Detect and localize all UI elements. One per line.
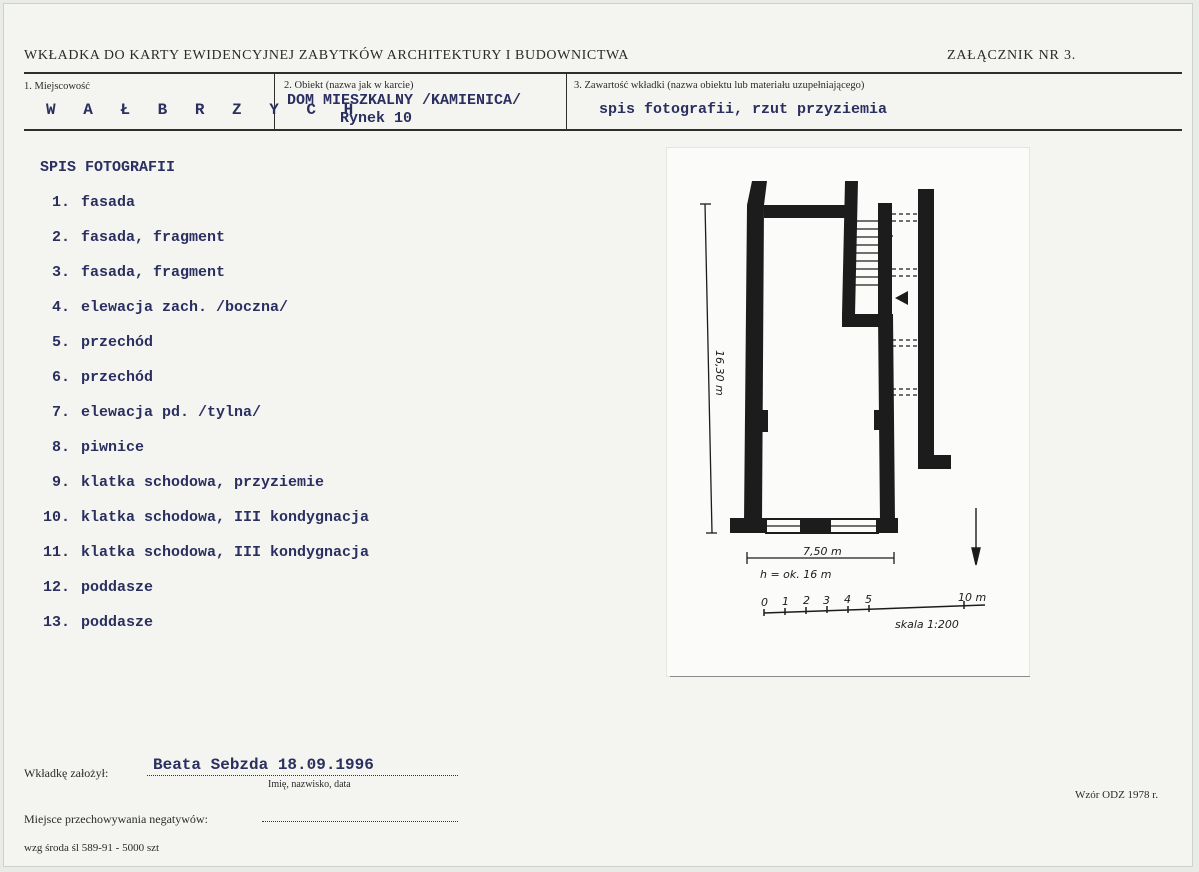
photo-item-number: 8.: [51, 439, 70, 456]
object-value-line2: Rynek 10: [340, 110, 413, 127]
photo-item-number: 7.: [51, 404, 70, 421]
photo-item-number: 1.: [51, 194, 70, 211]
scale-tick-label: 4: [844, 593, 851, 606]
north-arrow-icon: [972, 508, 980, 565]
locality-label: 1. Miejscowość: [24, 81, 90, 92]
photo-item-text: klatka schodowa, III kondygnacja: [81, 509, 370, 526]
photo-item-number: 13.: [42, 614, 70, 631]
photo-item-text: poddasze: [81, 579, 154, 596]
print-code: wzg środa śl 589-91 - 5000 szt: [24, 842, 160, 854]
photo-item-number: 11.: [42, 544, 70, 561]
negatives-storage-line: [262, 821, 458, 822]
photo-item-number: 4.: [51, 299, 70, 316]
locality-value: W A Ł B R Z Y C H: [46, 101, 363, 119]
photo-item-text: elewacja pd. /tylna/: [81, 404, 262, 421]
object-label: 2. Obiekt (nazwa jak w karcie): [284, 80, 414, 91]
photo-item-text: przechód: [81, 334, 154, 351]
height-note: h = ok. 16 m: [760, 568, 832, 581]
passage-dashes: [892, 214, 918, 395]
photo-item-number: 5.: [51, 334, 70, 351]
photo-item-number: 10.: [42, 509, 70, 526]
created-by-caption: Imię, nazwisko, data: [268, 779, 351, 790]
building-walls: [730, 181, 951, 533]
width-dimension-label: 7,50 m: [803, 545, 842, 558]
dimension-lines: [700, 204, 894, 564]
photo-item-number: 6.: [51, 369, 70, 386]
created-by-line: [147, 775, 458, 776]
photo-item-text: fasada, fragment: [81, 264, 226, 281]
form-model: Wzór ODZ 1978 r.: [1075, 789, 1159, 801]
content-label: 3. Zawartość wkładki (nazwa obiektu lub materiału uzupełniającego): [574, 80, 865, 91]
created-by-value: Beata Sebzda 18.09.1996: [153, 756, 374, 774]
annex-number: ZAŁĄCZNIK NR 3.: [947, 48, 1077, 63]
photo-item-number: 2.: [51, 229, 70, 246]
photo-item-number: 12.: [42, 579, 70, 596]
photo-item-text: klatka schodowa, III kondygnacja: [81, 544, 370, 561]
photo-item-text: klatka schodowa, przyziemie: [81, 474, 325, 491]
scale-tick-label: 2: [803, 594, 810, 607]
scale-label: skala 1:200: [895, 618, 959, 631]
scale-tick-label: 3: [823, 594, 830, 607]
scale-tick-label: 1: [782, 595, 789, 608]
object-value-line1: DOM MIESZKALNY /KAMIENICA/: [287, 92, 522, 109]
photo-list-heading: SPIS FOTOGRAFII: [40, 159, 176, 176]
scale-tick-label: 10 m: [958, 591, 987, 604]
created-by-label: Wkładkę założył:: [24, 766, 109, 780]
card-title: WKŁADKA DO KARTY EWIDENCYJNEJ ZABYTKÓW ARCHITEKTURY I BUDOWNICTWA: [24, 48, 629, 63]
scale-tick-label: 5: [865, 593, 872, 606]
scale-bar: [764, 601, 985, 616]
photo-item-text: piwnice: [81, 439, 145, 456]
negatives-storage-label: Miejsce przechowywania negatywów:: [24, 812, 208, 826]
photo-item-text: elewacja zach. /boczna/: [81, 299, 289, 316]
photo-item-text: przechód: [81, 369, 154, 386]
photo-item-number: 9.: [51, 474, 70, 491]
photo-item-number: 3.: [51, 264, 70, 281]
length-dimension-label: 16,30 m: [713, 350, 726, 396]
photo-item-text: fasada: [81, 194, 136, 211]
scale-tick-label: 0: [761, 596, 768, 609]
photo-item-text: poddasze: [81, 614, 154, 631]
photo-item-text: fasada, fragment: [81, 229, 226, 246]
content-value: spis fotografii, rzut przyziemia: [599, 101, 888, 118]
